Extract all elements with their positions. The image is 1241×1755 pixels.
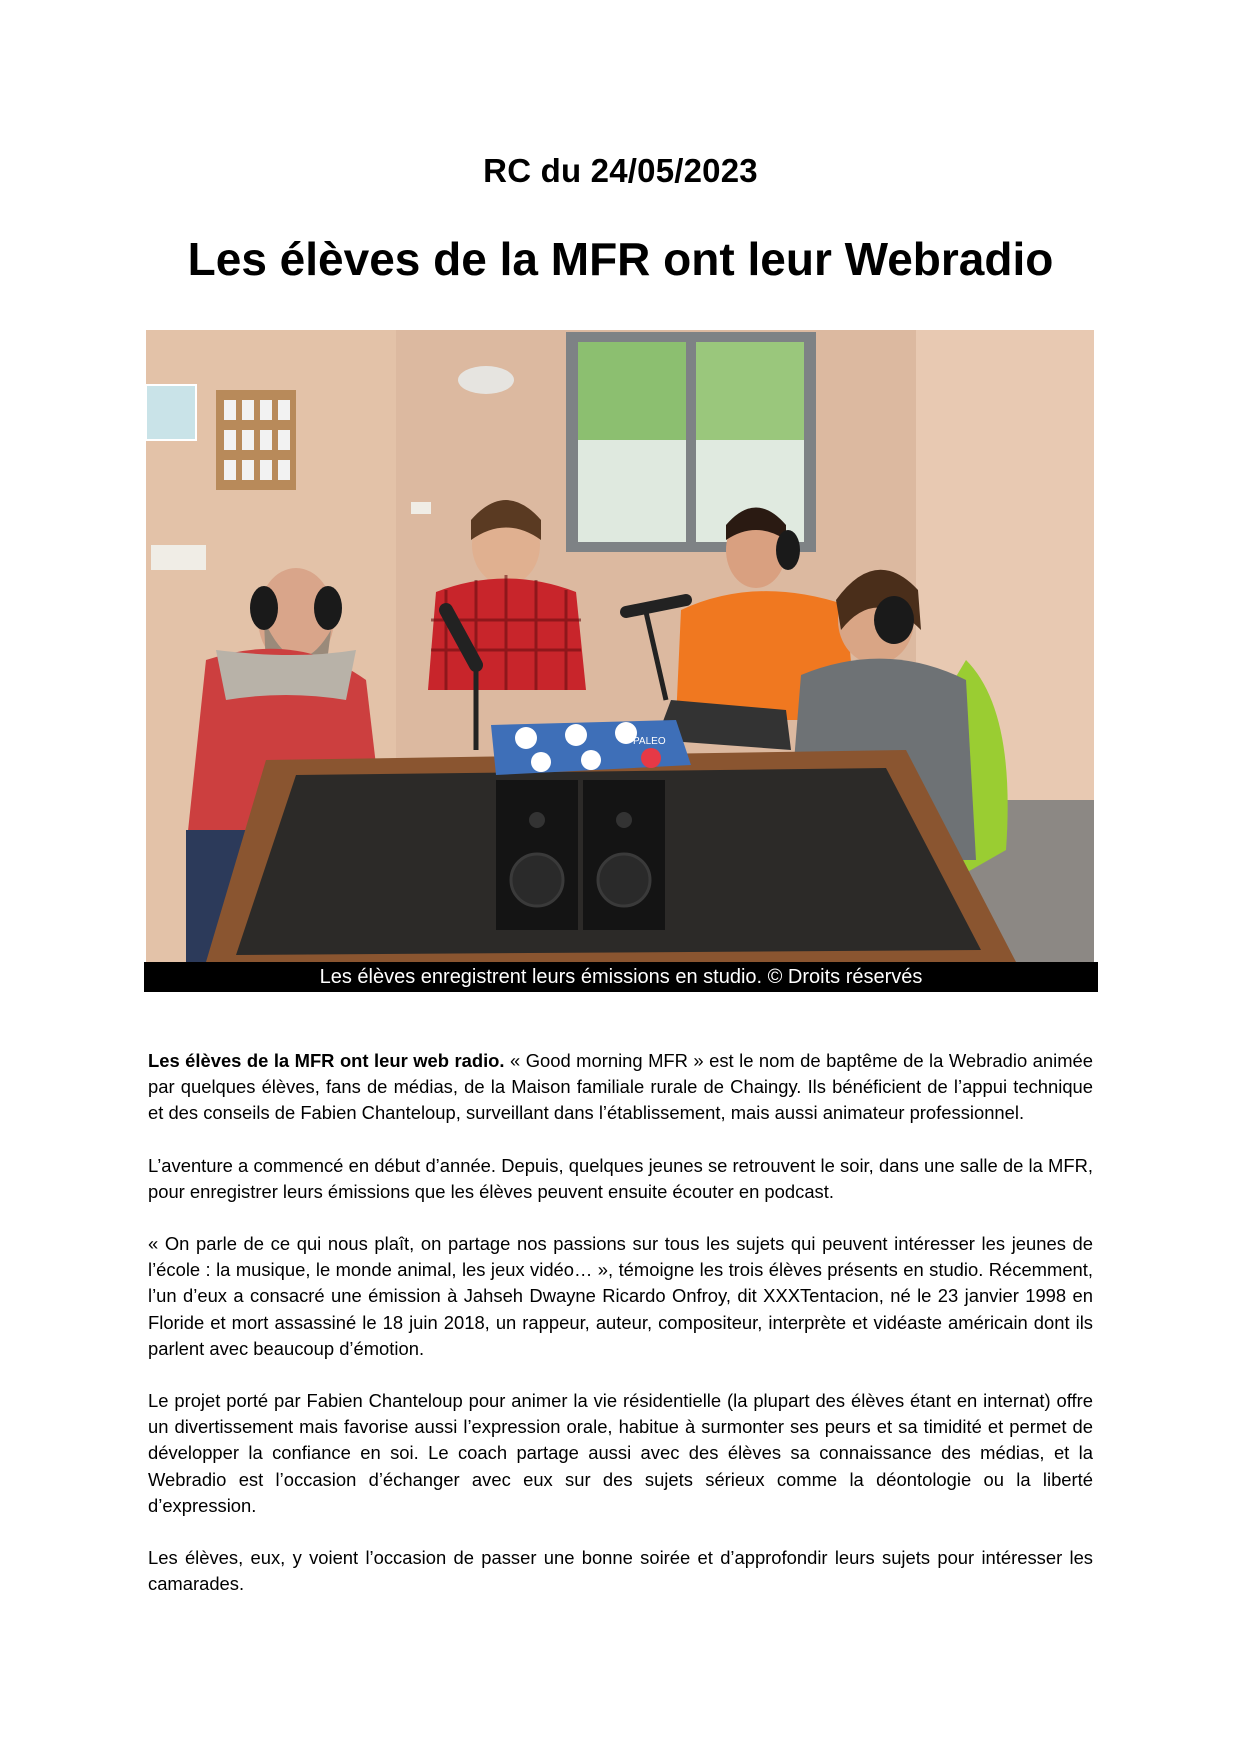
- paragraph-1: [148, 1048, 1093, 1127]
- paragraph-2: L’aventure a commencé en début d’année. Depuis, quelques jeunes se retrouvent le soir, dans une salle de la MFR, pour enregistrer leurs émissions que les élèves peuvent ensuite écouter en podcast.: [148, 1154, 1093, 1202]
- article-headline: Les élèves de la MFR ont leur Webradio: [187, 233, 1054, 285]
- paragraph-1-text: « Good morning MFR » est le nom de baptême de la Webradio animée par quelques élèves, fans de médias, de la Maison familiale rurale de Chaingy. Ils bénéficient de l’appui technique et des conseils de Fabien Chanteloup, surveillant dans l’établissement, mais aussi animateur professionnel.: [148, 1050, 1093, 1124]
- paragraph-4: Le projet porté par Fabien Chanteloup pour animer la vie résidentielle (la plupart des élèves étant en internat) offre un divertissement mais favorise aussi l’expression orale, habitue à surmonter ses peurs et sa timidité et permet de développer la confiance en soi. Le coach partage aussi avec des élèves sa connaissance des médias, et la Webradio est l’occasion d’échanger avec eux sur des sujets sérieux comme la déontologie ou la liberté d’expression.: [148, 1390, 1093, 1516]
- article-body: [148, 1048, 1093, 1623]
- studio-photo: [146, 330, 1094, 962]
- photo-caption: Les élèves enregistrent leurs émissions en studio. © Droits réservés: [144, 962, 1098, 992]
- paragraph-5: Les élèves, eux, y voient l’occasion de passer une bonne soirée et d’approfondir leurs sujets pour intéresser les camarades.: [148, 1547, 1093, 1595]
- paragraph-3: « On parle de ce qui nous plaît, on partage nos passions sur tous les sujets qui peuvent intéresser les jeunes de l’école : la musique, le monde animal, les jeux vidéo… », témoigne les trois élèves présents en studio. Récemment, l’un d’eux a consacré une émission à Jahseh Dwayne Ricardo Onfroy, dit XXXTentacion, né le 23 janvier 1998 en Floride et mort assassiné le 18 juin 2018, un rappeur, auteur, compositeur, interprète et vidéaste américain dont ils parlent avec beaucoup d’émotion.: [148, 1233, 1093, 1359]
- box-label: PALEO: [633, 736, 666, 747]
- article-kicker: RC du 24/05/2023: [483, 152, 758, 189]
- lead-sentence: Les élèves de la MFR ont leur web radio.: [148, 1050, 505, 1071]
